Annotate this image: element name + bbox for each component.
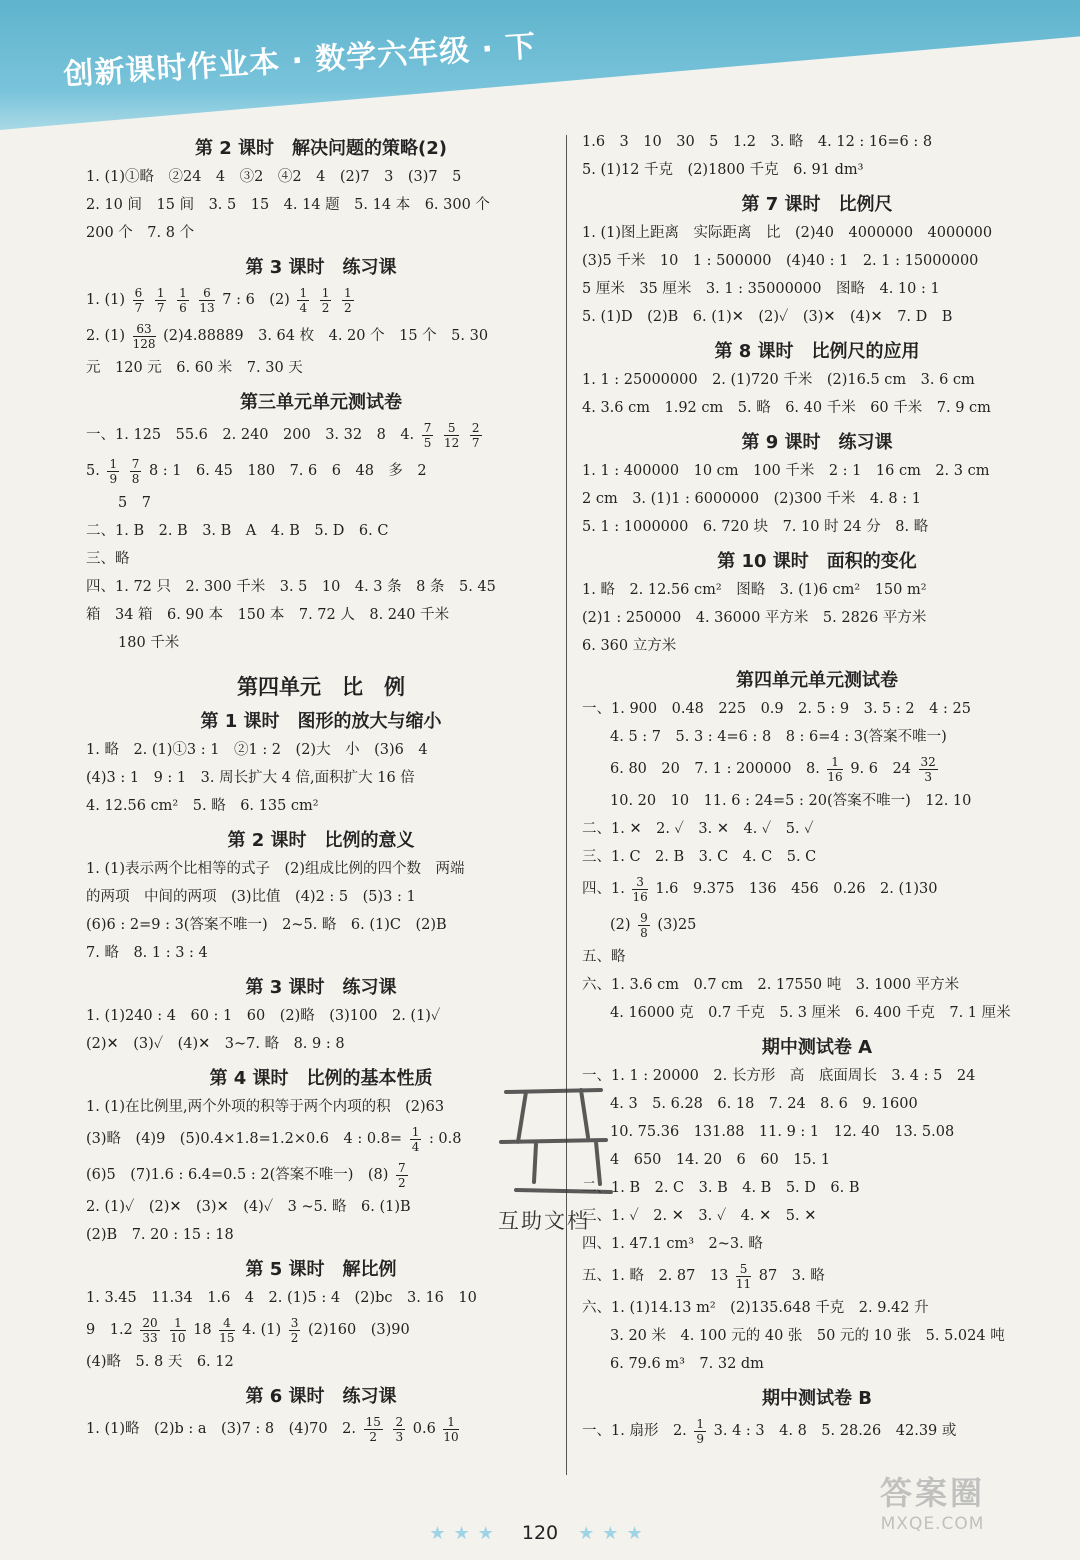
section-title: 第 9 课时 练习课 — [741, 432, 893, 453]
answer-line: 箱 34 箱 6. 90 本 150 本 7. 72 人 8. 240 千米 — [86, 607, 450, 623]
answer-line: 二、1. ✕ 2. ✓ 3. ✕ 4. ✓ 5. ✓ — [582, 821, 814, 837]
section-title: 第 1 课时 图形的放大与缩小 — [200, 711, 442, 732]
fraction: $\frac{1}{2}$ — [321, 285, 330, 315]
answer-line: 1. 1 : 400000 10 cm 100 千米 2 : 1 16 cm 2. 3 cm — [582, 463, 990, 479]
section-title: 期中测试卷 B — [762, 1388, 872, 1409]
fraction: $\frac{32}{3}$ — [920, 754, 936, 784]
answer-line: 3. 20 米 4. 100 元的 40 张 50 元的 10 张 5. 5.024 吨 — [610, 1328, 1005, 1344]
answer-line: 三、略 — [86, 551, 130, 567]
fraction: $\frac{7}{2}$ — [398, 1160, 406, 1190]
answer-line: (2) $\frac{9}{8}$ (3)25 — [610, 910, 697, 940]
fraction: $\frac{1}{4}$ — [299, 285, 308, 315]
fraction: $\frac{63}{128}$ — [132, 321, 156, 351]
answer-line: 5. 1 : 1000000 6. 720 块 7. 10 时 24 分 8. 略 — [582, 519, 929, 535]
answer-line: 4. 12.56 cm² 5. 略 6. 135 cm² — [86, 798, 319, 814]
answer-line: 六、1. 3.6 cm 0.7 cm 2. 17550 吨 3. 1000 平方米 — [582, 977, 960, 993]
section-title: 第 6 课时 练习课 — [245, 1386, 397, 1407]
answer-line: 1. (1)240 : 4 60 : 1 60 (2)略 (3)100 2. (1)✓ — [86, 1008, 441, 1024]
answer-line: 6. 80 20 7. 1 : 200000 8. $\frac{1}{16}$ 9. 6 24 $\frac{32}{3}$ — [610, 754, 936, 784]
answer-line: 4. 5 : 7 5. 3 : 4=6 : 8 8 : 6=4 : 3(答案不唯一) — [610, 729, 947, 745]
answer-line: 五、略 — [582, 949, 626, 965]
page-number: 120 — [521, 1522, 559, 1544]
fraction: $\frac{1}{10}$ — [170, 1315, 186, 1345]
fraction: $\frac{15}{2}$ — [365, 1414, 381, 1444]
answer-line: 四、1. 72 只 2. 300 千米 3. 5 10 4. 3 条 8 条 5. 45 — [86, 579, 496, 595]
answer-line: 5 厘米 35 厘米 3. 1 : 35000000 图略 4. 10 : 1 — [582, 281, 940, 297]
fraction: $\frac{20}{33}$ — [142, 1315, 158, 1345]
fraction: $\frac{1}{16}$ — [827, 754, 843, 784]
left-column — [86, 128, 556, 1447]
stamp-text: 互助文档 — [498, 1209, 590, 1233]
fraction: $\frac{5}{11}$ — [735, 1261, 752, 1291]
fraction: $\frac{3}{2}$ — [290, 1315, 299, 1345]
section-title: 第 4 课时 比例的基本性质 — [209, 1068, 433, 1089]
answer-line: 五、1. 略 2. 87 13 $\frac{5}{11}$ 87 3. 略 — [582, 1261, 825, 1291]
answer-line: 二、1. B 2. B 3. B A 4. B 5. D 6. C — [86, 523, 389, 539]
fraction: $\frac{7}{5}$ — [423, 420, 432, 450]
column-divider — [566, 135, 567, 1475]
answer-line: 一、1. 125 55.6 2. 240 200 3. 32 8 4. $\frac{7}{5}$ $\frac{5}{12}$ $\frac{2}{7}$ — [86, 420, 480, 450]
fraction: $\frac{1}{9}$ — [109, 456, 118, 486]
answer-line: 2. (1) $\frac{63}{128}$ (2)4.88889 3. 64 枚 4. 20 个 15 个 5. 30 — [86, 321, 489, 351]
stamp-icon — [496, 1082, 616, 1202]
answer-line: 一、1. 扇形 2. $\frac{1}{9}$ 3. 4 : 3 4. 8 5. 28.26 42.39 或 — [582, 1416, 957, 1446]
fraction: $\frac{2}{3}$ — [395, 1414, 404, 1444]
answer-line: 2. (1)✓ (2)✕ (3)✕ (4)✓ 3 ~5. 略 6. (1)B — [86, 1199, 411, 1215]
fraction: $\frac{5}{12}$ — [444, 420, 460, 450]
answer-line: 1. (1)在比例里,两个外项的积等于两个内项的积 (2)63 — [86, 1099, 445, 1115]
answer-line: (6)6 : 2=9 : 3(答案不唯一) 2~5. 略 6. (1)C (2)B — [86, 917, 447, 933]
answer-line: 6. 360 立方米 — [582, 638, 677, 654]
answer-line: 4. 16000 克 0.7 千克 5. 3 厘米 6. 400 千克 7. 1 厘米 — [610, 1005, 1011, 1021]
fraction: $\frac{4}{15}$ — [219, 1315, 235, 1345]
answer-line: 4. 3.6 cm 1.92 cm 5. 略 6. 40 千米 60 千米 7. 9 cm — [582, 400, 991, 416]
answer-line: (4)3 : 1 9 : 1 3. 周长扩大 4 倍,面积扩大 16 倍 — [86, 770, 415, 786]
fraction: $\frac{1}{2}$ — [343, 285, 352, 315]
fraction: $\frac{1}{6}$ — [179, 285, 187, 315]
answer-line: (2)✕ (3)✓ (4)✕ 3~7. 略 8. 9 : 8 — [86, 1036, 345, 1052]
fraction: $\frac{6}{7}$ — [134, 285, 143, 315]
answer-line: 四、1. $\frac{3}{16}$ 1.6 9.375 136 456 0.26 2. (1)30 — [582, 874, 938, 904]
answer-line: (3)略 (4)9 (5)0.4×1.8=1.2×0.6 4 : 0.8= $\frac{1}{4}$ : 0.8 — [86, 1124, 462, 1154]
answer-line: (2)1 : 250000 4. 36000 平方米 5. 2826 平方米 — [582, 610, 927, 626]
book-title: 创新课时作业本 · 数学六年级 · 下 — [62, 29, 538, 93]
section-title: 期中测试卷 A — [761, 1037, 873, 1058]
answer-line: 1. (1)表示两个比相等的式子 (2)组成比例的四个数 两端 — [86, 861, 465, 877]
answer-line: (2)B 7. 20 : 15 : 18 — [86, 1227, 234, 1243]
star-icon: ★★★ — [578, 1523, 651, 1544]
answer-line: 1. 1 : 25000000 2. (1)720 千米 (2)16.5 cm 3. 6 cm — [582, 372, 975, 388]
fraction: $\frac{2}{7}$ — [471, 420, 480, 450]
answer-line: 1. 略 2. 12.56 cm² 图略 3. (1)6 cm² 150 m² — [582, 582, 927, 598]
answer-line: 1. 3.45 11.34 1.6 4 2. (1)5 : 4 (2)bc 3. 16 10 — [86, 1290, 477, 1306]
fraction: $\frac{1}{9}$ — [696, 1416, 705, 1446]
answer-line: 二、1. B 2. C 3. B 4. B 5. D 6. B — [582, 1180, 860, 1196]
answer-line: 5 7 — [118, 495, 151, 511]
fraction: $\frac{7}{8}$ — [131, 456, 140, 486]
answer-line: 一、1. 1 : 20000 2. 长方形 高 底面周长 3. 4 : 5 24 — [582, 1068, 976, 1084]
answer-line: 6. 79.6 m³ 7. 32 dm — [610, 1356, 764, 1372]
section-title: 第 10 课时 面积的变化 — [717, 551, 917, 572]
section-title: 第 2 课时 比例的意义 — [227, 830, 415, 851]
fraction: $\frac{1}{4}$ — [411, 1124, 420, 1154]
section-title: 第 2 课时 解决问题的策略(2) — [194, 138, 448, 159]
section-title: 第四单元单元测试卷 — [736, 670, 898, 691]
answer-line: 元 120 元 6. 60 米 7. 30 天 — [86, 360, 303, 376]
section-title: 第 3 课时 练习课 — [245, 257, 397, 278]
answer-line: 1. 略 2. (1)①3 : 1 ②1 : 2 (2)大 小 (3)6 4 — [86, 742, 428, 758]
answer-line: 10. 20 10 11. 6 : 24=5 : 20(答案不唯一) 12. 10 — [610, 793, 972, 809]
answer-line: (4)略 5. 8 天 6. 12 — [86, 1354, 234, 1370]
answer-line: 10. 75.36 131.88 11. 9 : 1 12. 40 13. 5.08 — [610, 1124, 955, 1140]
section-title: 第 5 课时 解比例 — [245, 1259, 397, 1280]
answer-line: 2 cm 3. (1)1 : 6000000 (2)300 千米 4. 8 : 1 — [582, 491, 921, 507]
answer-line: 2. 10 间 15 间 3. 5 15 4. 14 题 5. 14 本 6. 300 个 — [86, 197, 490, 213]
answer-line: 180 千米 — [118, 635, 180, 651]
answer-line: 的两项 中间的两项 (3)比值 (4)2 : 5 (5)3 : 1 — [86, 889, 416, 905]
answer-line: 1. (1)①略 ②24 4 ③2 ④2 4 (2)7 3 (3)7 5 — [86, 169, 462, 185]
star-icon: ★★★ — [429, 1523, 502, 1544]
answer-line: 一、1. 900 0.48 225 0.9 2. 5 : 9 3. 5 : 2 4 : 25 — [582, 701, 971, 717]
fraction: $\frac{6}{13}$ — [199, 285, 215, 315]
answer-line: 1. (1)图上距离 实际距离 比 (2)40 4000000 4000000 — [582, 225, 993, 241]
section-title: 第 7 课时 比例尺 — [741, 194, 893, 215]
section-title: 第三单元单元测试卷 — [240, 392, 402, 413]
fraction: $\frac{9}{8}$ — [640, 910, 648, 940]
answer-line: 六、1. (1)14.13 m² (2)135.648 千克 2. 9.42 升 — [582, 1300, 929, 1316]
answer-line: 三、1. ✓ 2. ✕ 3. ✓ 4. ✕ 5. ✕ — [582, 1208, 817, 1224]
answer-line: 三、1. C 2. B 3. C 4. C 5. C — [582, 849, 817, 865]
answer-line: 9 1.2 $\frac{20}{33}$ $\frac{1}{10}$ 18 $\frac{4}{15}$ 4. (1) $\frac{3}{2}$ (2)160 (3)90 — [86, 1315, 410, 1345]
right-column — [582, 128, 1052, 1449]
answer-line: 1. (1) $\frac{6}{7}$ $\frac{1}{7}$ $\frac{1}{6}$ $\frac{6}{13}$ 7 : 6 (2) $\frac{1}{4}$ $\frac{1}{2}$ $\frac{1}{2}$ — [86, 285, 352, 315]
answer-line: 5. (1)D (2)B 6. (1)✕ (2)✓ (3)✕ (4)✕ 7. D B — [582, 309, 953, 325]
answer-line: 5. (1)12 千克 (2)1800 千克 6. 91 dm³ — [582, 162, 864, 178]
answer-line: 1. (1)略 (2)b : a (3)7 : 8 (4)70 2. $\frac{15}{2}$ $\frac{2}{3}$ 0.6 $\frac{1}{10}$ — [86, 1414, 459, 1444]
answer-line: (6)5 (7)1.6 : 6.4=0.5 : 2(答案不唯一) (8) $\frac{7}{2}$ — [86, 1160, 406, 1190]
answer-line: 5. $\frac{1}{9}$ $\frac{7}{8}$ 8 : 1 6. 45 180 7. 6 6 48 多 2 — [86, 456, 427, 486]
answer-line: 1.6 3 10 30 5 1.2 3. 略 4. 12 : 16=6 : 8 — [582, 134, 933, 150]
unit-title: 第四单元 比 例 — [237, 675, 405, 699]
answer-line: 4 650 14. 20 6 60 15. 1 — [610, 1152, 831, 1168]
answer-line: (3)5 千米 10 1 : 500000 (4)40 : 1 2. 1 : 15000000 — [582, 253, 979, 269]
watermark-logo: 答案圈 MXQE.COM — [880, 1474, 986, 1534]
fraction: $\frac{1}{7}$ — [156, 285, 165, 315]
answer-line: 四、1. 47.1 cm³ 2~3. 略 — [582, 1236, 763, 1252]
section-title: 第 8 课时 比例尺的应用 — [714, 341, 920, 362]
answer-line: 7. 略 8. 1 : 3 : 4 — [86, 945, 208, 961]
answer-line: 4. 3 5. 6.28 6. 18 7. 24 8. 6 9. 1600 — [610, 1096, 918, 1112]
section-title: 第 3 课时 练习课 — [245, 977, 397, 998]
fraction: $\frac{1}{10}$ — [443, 1414, 459, 1444]
answer-line: 200 个 7. 8 个 — [86, 225, 195, 241]
fraction: $\frac{3}{16}$ — [632, 874, 648, 904]
